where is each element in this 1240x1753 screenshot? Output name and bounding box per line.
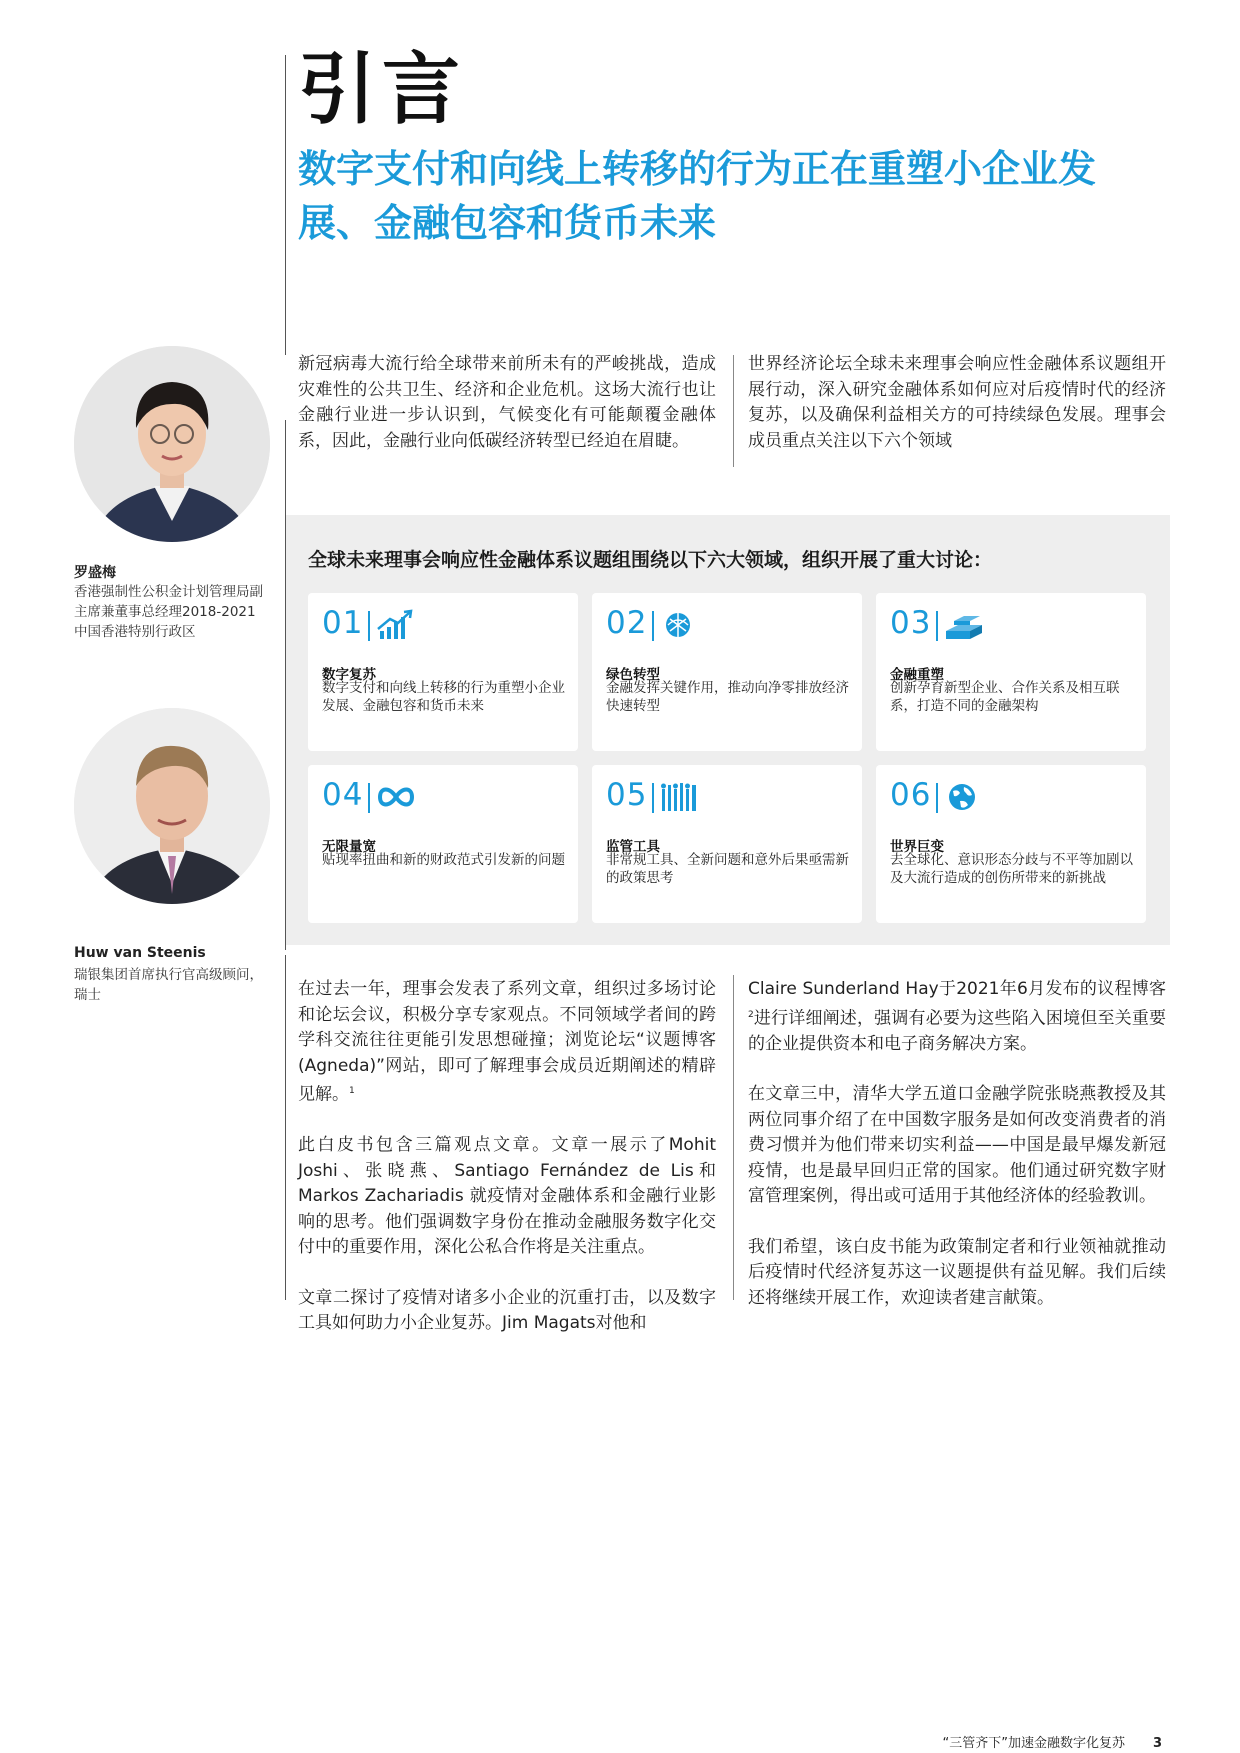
footnote-marker: 2: [748, 1009, 754, 1020]
area-card-06: [876, 765, 1146, 923]
person-1-role: 香港强制性公积金计划管理局副主席兼董事总经理2018-2021中国香港特别行政区: [74, 584, 263, 640]
body-paragraph: 我们希望，该白皮书能为政策制定者和行业领袖就推动后疫情时代经济复苏这一议题提供有益见解。我们后续还将继续开展工作，欢迎读者建言献策。: [748, 1236, 1166, 1308]
globe-icon: [944, 781, 984, 813]
page-footer: [942, 1732, 1162, 1751]
card-number: 03: [890, 605, 932, 641]
body-paragraph: 在过去一年，理事会发表了系列文章，组织过多场讨论和论坛会议，积极分享专家观点。不同领域学者间的跨学科交流往往更能引发思想碰撞；浏览论坛“议题博客(Agneda)”网站，即可了解理事会成员近期阐述的精辟见解。$^1$: [298, 979, 716, 1105]
card-title: 金融重塑: [890, 667, 944, 683]
body-paragraph: Claire Sunderland Hay于2021年6月发布的议程博客$^2$进行详细阐述，强调有必要为这些陷入困境但至关重要的企业提供资本和电子商务解决方案。: [748, 979, 1166, 1054]
area-card-04: [308, 765, 578, 923]
area-card-01: [308, 593, 578, 751]
card-description: 创新孕育新型企业、合作关系及相互联系，打造不同的金融架构: [890, 680, 1120, 714]
card-number: 04: [322, 777, 364, 813]
card-description: 去全球化、意识形态分歧与不平等加剧以及大流行造成的创伤所带来的新挑战: [890, 852, 1133, 886]
portrait-person-1: [74, 346, 270, 542]
area-card-05: [592, 765, 862, 923]
page-number: 3: [1152, 1736, 1162, 1751]
portrait-person-2: [74, 708, 270, 904]
card-title: 绿色转型: [606, 667, 660, 683]
chart-growth-icon: [376, 609, 416, 641]
area-card-03: [876, 593, 1146, 751]
person-2-role: 瑞银集团首席执行官高级顾问，瑞士: [74, 967, 263, 1003]
card-description: 贴现率扭曲和新的财政范式引发新的问题: [322, 852, 565, 868]
building-blocks-icon: [944, 609, 984, 641]
card-number: 05: [606, 777, 648, 813]
page-subtitle: 数字支付和向线上转移的行为正在重塑小企业发展、金融包容和货币未来: [298, 147, 1097, 245]
divider-line: [285, 55, 286, 355]
footer-label: “三管齐下”加速金融数字化复苏: [942, 1736, 1125, 1751]
card-title: 数字复苏: [322, 667, 376, 683]
body-paragraph: 此白皮书包含三篇观点文章。文章一展示了Mohit Joshi、张晓燕、Santiago Fernández de Lis和Markos Zachariadis 就疫情对金融体系和金融行业影响的思考。他们强调数字身份在推动金融服务数字化交付中的重要作用，深化公私合作将是关注重点。: [298, 1135, 716, 1258]
page-title: 引言: [298, 45, 467, 135]
body-left-column: [298, 977, 716, 1362]
card-number: 06: [890, 777, 932, 813]
six-areas-panel: [286, 515, 1170, 945]
card-description: 非常规工具、全新问题和意外后果亟需新的政策思考: [606, 852, 849, 886]
body-paragraph: 文章二探讨了疫情对诸多小企业的沉重打击，以及数字工具如何助力小企业复苏。Jim Magats对他和: [298, 1287, 716, 1334]
intro-left-paragraph: 新冠病毒大流行给全球带来前所未有的严峻挑战，造成灾难性的公共卫生、经济和企业危机。这场大流行也让金融行业进一步认识到，气候变化有可能颠覆金融体系，因此，金融行业向低碳经济转型已经迫在眉睫。: [298, 354, 716, 451]
divider-line: [285, 955, 286, 1300]
card-title: 无限量宽: [322, 839, 376, 855]
intro-right-paragraph: 世界经济论坛全球未来理事会响应性金融体系议题组开展行动，深入研究金融体系如何应对后疫情时代的经济复苏，以及确保利益相关方的可持续绿色发展。理事会成员重点关注以下六个领域: [748, 354, 1166, 451]
card-title: 世界巨变: [890, 839, 944, 855]
card-number: 01: [322, 605, 364, 641]
body-paragraph: 在文章三中，清华大学五道口金融学院张晓燕教授及其两位同事介绍了在中国数字服务是如何改变消费者的消费习惯并为他们带来切实利益——中国是最早爆发新冠疫情，也是最早回归正常的国家。他们通过研究数字财富管理案例，得出或可适用于其他经济体的经验教训。: [748, 1084, 1166, 1207]
leaf-icon: [660, 609, 700, 641]
person-1-name: 罗盛梅: [74, 565, 116, 581]
tools-icon: [660, 781, 700, 813]
card-number: 02: [606, 605, 648, 641]
body-right-column: [748, 977, 1166, 1336]
column-separator: [733, 355, 734, 467]
card-description: 金融发挥关键作用，推动向净零排放经济快速转型: [606, 680, 849, 714]
card-description: 数字支付和向线上转移的行为重塑小企业发展、金融包容和货币未来: [322, 680, 565, 714]
column-separator: [733, 975, 734, 1300]
area-card-02: [592, 593, 862, 751]
footnote-marker: 1: [349, 1086, 355, 1096]
panel-heading: 全球未来理事会响应性金融体系议题组围绕以下六大领域，组织开展了重大讨论：: [308, 549, 993, 571]
card-title: 监管工具: [606, 839, 660, 855]
person-2-name: Huw van Steenis: [74, 945, 206, 961]
infinity-icon: [376, 781, 416, 813]
